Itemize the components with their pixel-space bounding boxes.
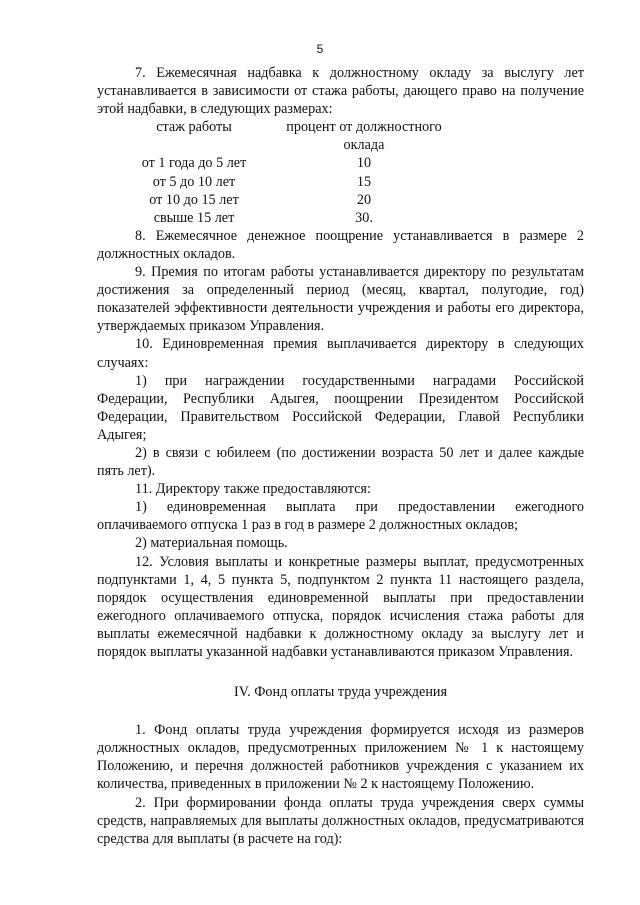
- row-period: от 1 года до 5 лет: [141, 155, 247, 172]
- table-row: [109, 173, 449, 191]
- section-heading: IV. Фонд оплаты труда учреждения: [233, 684, 448, 701]
- seniority-table: [109, 118, 449, 227]
- page-number: 5: [316, 42, 324, 56]
- row-period: от 10 до 15 лет: [149, 191, 239, 208]
- row-percent: 30.: [355, 209, 373, 226]
- paragraph-9: 9. Премия по итогам работы устанавливается директору по результатам достижения за определенный период (месяц, квартал, полугодие, год) показателей эффективности деятельности учреждения и работы его директора, утверждаемых приказом Управления.: [97, 264, 584, 335]
- row-percent: 15: [356, 173, 372, 190]
- row-period: от 5 до 10 лет: [152, 173, 236, 190]
- paragraph-11-item-2: 2) материальная помощь.: [135, 535, 288, 552]
- row-percent: 20: [356, 191, 372, 208]
- table-row: [109, 191, 449, 209]
- row-percent: 10: [356, 155, 372, 172]
- paragraph-10-item-1: 1) при награждении государственными наградами Российской Федерации, Республики Адыгея, поощрении Президентом Российской Федерации, Правительством Российской Федерации, Главой Республики Адыгея;: [97, 372, 584, 443]
- paragraph-7-intro: 7. Ежемесячная надбавка к должностному окладу за выслугу лет устанавливается в зависимости от стажа работы, дающего право на получение этой надбавки, в следующих размерах:: [97, 65, 584, 118]
- table-row: [109, 209, 449, 227]
- paragraph-11: 11. Директору также предоставляются:: [135, 481, 371, 498]
- section-4-paragraph-1: 1. Фонд оплаты труда учреждения формируется исходя из размеров должностных окладов, предусмотренных приложением № 1 к настоящему Положению, и перечня должностей работников учреждения с указанием их количества, приведенных в приложении № 2 к настоящему Положению.: [97, 722, 584, 793]
- seniority-table-header-cont: [109, 136, 449, 154]
- paragraph-8: 8. Ежемесячное денежное поощрение устанавливается в размере 2 должностных окладов.: [97, 227, 584, 262]
- col-header-seniority: стаж работы: [156, 119, 232, 136]
- paragraph-12: 12. Условия выплаты и конкретные размеры выплат, предусмотренных подпунктами 1, 4, 5 пункта 5, подпунктом 2 пункта 11 настоящего раздела, порядок осуществления единовременной выплаты при предоставлении ежегодного оплачиваемого отпуска, порядок исчисления стажа работы для выплаты ежемесячной надбавки к должностному окладу за выслугу лет и порядок выплаты указанной надбавки устанавливаются приказом Управления.: [97, 553, 584, 660]
- paragraph-10-item-2: 2) в связи с юбилеем (по достижении возраста 50 лет и далее каждые пять лет).: [97, 444, 584, 480]
- col-header-percent-cont: оклада: [343, 137, 385, 154]
- document-body: [97, 64, 584, 848]
- paragraph-11-item-1: 1) единовременная выплата при предоставлении ежегодного оплачиваемого отпуска 1 раз в год в размере 2 должностных окладов;: [97, 499, 584, 534]
- seniority-table-header: [109, 118, 449, 136]
- section-4-paragraph-2: 2. При формировании фонда оплаты труда учреждения сверх суммы средств, направляемых для выплаты должностных окладов, предусматриваются средства для выплаты (в расчете на год):: [97, 794, 584, 847]
- table-row: [109, 154, 449, 172]
- col-header-percent: процент от должностного: [286, 119, 442, 136]
- paragraph-10: 10. Единовременная премия выплачивается директору в следующих случаях:: [97, 336, 584, 371]
- row-period: свыше 15 лет: [153, 209, 235, 226]
